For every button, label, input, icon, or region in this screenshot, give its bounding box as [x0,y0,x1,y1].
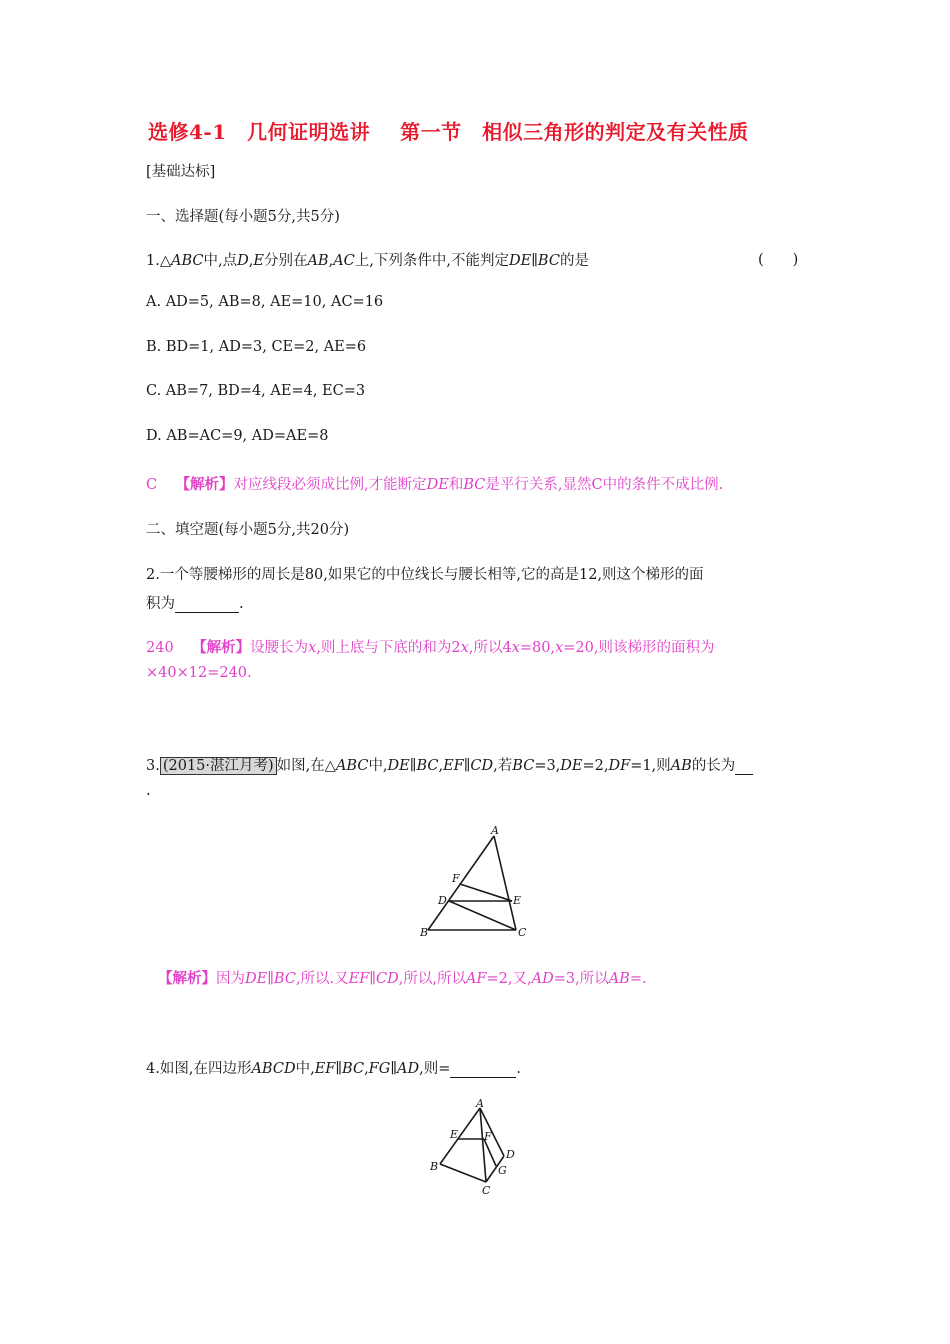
q2-stem-line1: 2.一个等腰梯形的周长是80,如果它的中位线长与腰长相等,它的高是12,则这个梯形的面 [146,567,704,583]
label-a: A [491,824,499,837]
q4-quadrilateral-figure [428,1098,524,1198]
segment-fg [484,1139,496,1166]
label-a: A [476,1098,484,1110]
text: 中, [368,758,388,774]
text: E [253,253,264,269]
section-tag: [基础达标] [146,164,216,180]
text: ∥ [531,253,538,269]
label-d: D [506,1148,515,1161]
text: AF [465,971,487,987]
text: 的长为 [691,758,736,774]
text: =20,则该梯形的面积为 [563,640,715,656]
q4-answer-blank[interactable] [450,1061,516,1078]
text: 中,点 [203,253,238,269]
text: 是平行关系,显然C中的条件不成比例. [485,477,724,493]
page-title [148,116,848,145]
text: 对应线段必须成比例,才能断定 [233,477,427,493]
text: ,所以4 [468,640,512,656]
text: =. [629,971,647,987]
label-e: E [450,1128,459,1141]
q3-stem [146,754,753,775]
text: BC [512,758,535,774]
text: ,则上底与下底的和为2 [316,640,461,656]
text: =2,又, [486,971,532,987]
title-part2: 第一节 相似三角形的判定及有关性质 [400,120,749,144]
label-b: B [420,926,429,939]
text: AC [333,253,355,269]
q1-option-c: C. AB=7, BD=4, AE=4, EC=3 [146,383,366,399]
text: AB [670,758,692,774]
text: ,则 [419,1061,439,1077]
text: DF [608,758,631,774]
text: ABC [171,253,204,269]
text: 和 [448,477,464,493]
segment-ac [494,836,516,930]
q1-analysis [146,473,723,494]
text: EF∥CD [443,758,494,774]
section2-heading: 二、填空题(每小题5分,共20分) [146,522,350,538]
label-c: C [482,1184,491,1197]
text: , [364,1061,369,1077]
text: x [308,640,317,656]
title-part1: 选修4-1 几何证明选讲 [148,120,371,144]
text: 分别在 [263,253,308,269]
segment-dc [449,901,516,930]
label-f: F [452,872,460,885]
text: AB [307,253,329,269]
segment-fe [460,884,512,901]
text: , [248,253,254,269]
text: =2, [582,758,609,774]
text: 3. [146,758,160,774]
text: = [438,1061,451,1077]
q3-analysis [158,967,647,988]
text: AD [531,971,554,987]
q2-analysis-line1 [146,636,715,657]
q1-stem [146,249,589,270]
text: 因为 [216,971,245,987]
text: 的是 [559,253,589,269]
text: =1,则 [630,758,671,774]
segment-ab [440,1108,480,1164]
text: DE∥BC [245,971,296,987]
analysis-tag: 【解析】 [192,639,251,656]
text: 4.如图,在四边形 [146,1061,252,1077]
text: ,所以.又 [295,971,349,987]
label-g: G [498,1164,507,1177]
text: ABCD [251,1061,296,1077]
q3-source-tag: (2015·湛江月考) [160,757,277,775]
q3-triangle-figure [416,822,536,940]
q3-answer-blank[interactable] [735,758,753,775]
text: , [438,758,444,774]
text: =80, [519,640,556,656]
q1-option-b: B. BD=1, AD=3, CE=2, AE=6 [146,339,367,355]
text: DE [509,253,532,269]
label-d: D [438,894,447,907]
text: 中, [295,1061,315,1077]
label-e: E [513,894,522,907]
analysis-tag: 【解析】 [175,476,234,493]
text: . [516,1061,521,1077]
text: 上,下列条件中,不能判定 [354,253,509,269]
q1-option-a: A. AD=5, AB=8, AE=10, AC=16 [146,294,384,310]
q2-answer: 240 [146,640,174,656]
q4-stem [146,1057,521,1078]
label-c: C [518,926,527,939]
text: D [237,253,249,269]
label-f: F [484,1130,492,1143]
text: 设腰长为 [250,640,309,656]
text: BC [463,477,486,493]
q1-answer-paren: ( ) [758,252,799,268]
text: x [511,640,520,656]
q1-option-d: D. AB=AC=9, AD=AE=8 [146,428,329,444]
analysis-tag: 【解析】 [158,970,216,987]
text: ,若 [493,758,513,774]
text: BC [537,253,560,269]
q3-stem-line2: . [146,783,151,799]
text: AB [608,971,630,987]
text: EF∥BC [314,1061,365,1077]
text: =3, [534,758,561,774]
text: DE∥BC [387,758,439,774]
text: , [328,253,334,269]
text: ABC [335,758,369,774]
q2-answer-blank[interactable] [175,596,239,613]
text: . [239,596,244,612]
text: FG∥AD [368,1061,420,1077]
q2-stem-line2 [146,592,244,613]
text: 如图,在△ [276,758,336,774]
text: 1.△ [146,253,171,269]
text: EF∥CD [348,971,399,987]
q2-analysis-line2: ×40×12=240. [146,665,252,681]
text: DE [560,758,583,774]
section1-heading: 一、选择题(每小题5分,共5分) [146,209,340,225]
text: ,所以,所以 [398,971,466,987]
segment-bc [440,1164,486,1182]
text: DE [426,477,449,493]
text: x [555,640,564,656]
text: x [460,640,469,656]
text: 积为 [146,596,175,612]
q1-answer: C [146,477,158,493]
text: =3,所以 [553,971,609,987]
label-b: B [430,1160,439,1173]
